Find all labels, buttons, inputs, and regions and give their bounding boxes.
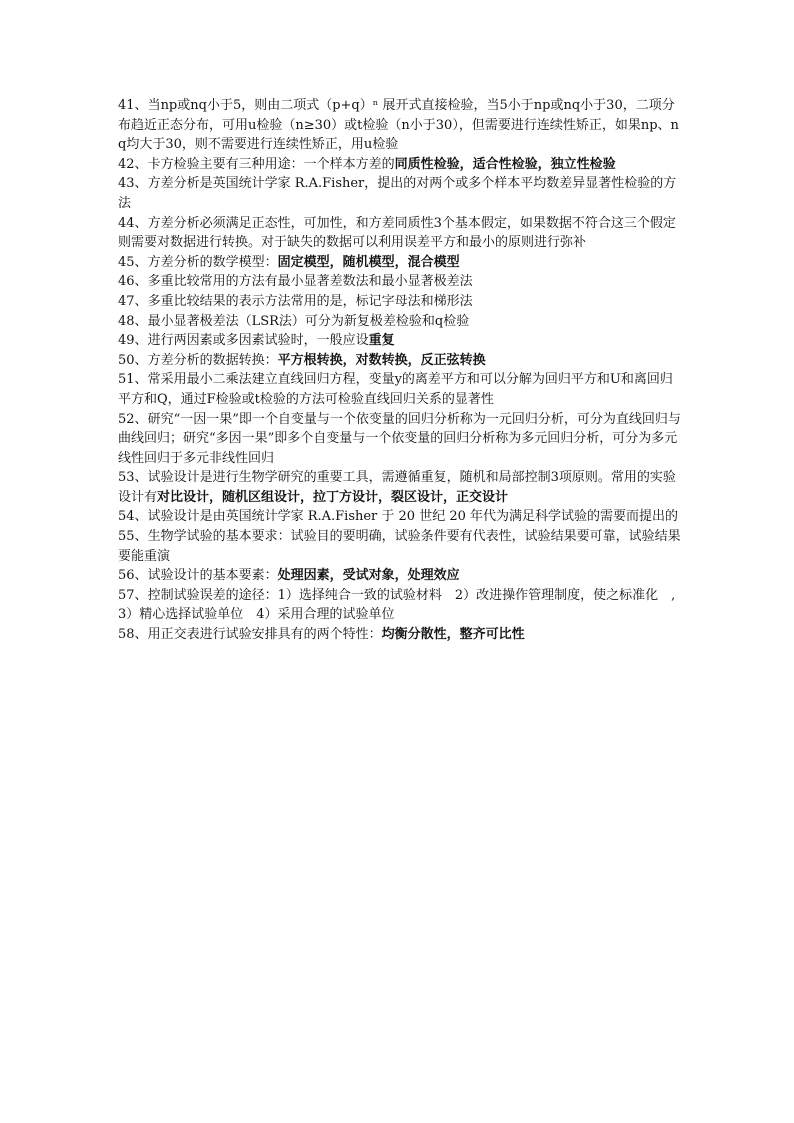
list-item (118, 351, 684, 371)
item-text: 进行两因素或多因素试验时，一般应设 (147, 333, 369, 349)
list-item (118, 96, 684, 155)
item-text: 多重比较结果的表示方法常用的是，标记字母法和梯形法 (147, 293, 473, 309)
item-text: 控制试验误差的途径：1）选择纯合一致的试验材料 2）改进操作管理制度，使之标准化 ,3）精心选择试验单位 4）采用合理的试验单位 (118, 587, 676, 623)
item-separator: 、 (134, 509, 148, 525)
item-number: 47 (118, 293, 135, 309)
item-number: 48 (118, 313, 135, 329)
item-separator: 、 (134, 627, 148, 643)
item-separator: 、 (134, 333, 148, 349)
list-item (118, 331, 684, 351)
item-text-bold: 同质性检验，适合性检验，独立性检验 (394, 156, 616, 172)
item-number: 57 (118, 587, 135, 603)
list-item (118, 586, 684, 625)
item-text: 试验设计是由英国统计学家 R.A.Fisher 于 20 世纪 20 年代为满足科学试验的需要而提出的 (147, 509, 679, 525)
item-number: 45 (118, 254, 135, 270)
document-body (118, 96, 684, 645)
list-item (118, 174, 684, 213)
item-text-bold: 重复 (368, 333, 395, 349)
item-text-bold: 均衡分散性，整齐可比性 (381, 627, 525, 643)
item-separator: 、 (134, 254, 148, 270)
item-separator: 、 (134, 215, 148, 231)
list-item (118, 370, 684, 409)
item-text: 研究“一因一果”即一个自变量与一个依变量的回归分析称为一元回归分析，可分为直线回归与曲线回归；研究“多因一果”即多个自变量与一个依变量的回归分析称为多元回归分析，可分为多元线性回归于多元非线性回归 (118, 411, 681, 466)
list-item (118, 468, 684, 507)
item-separator: 、 (134, 156, 148, 172)
item-text-bold: 平方根转换，对数转换，反正弦转换 (277, 352, 486, 368)
item-number: 50 (118, 352, 135, 368)
list-item (118, 507, 684, 527)
list-item (118, 625, 684, 645)
item-separator: 、 (134, 293, 148, 309)
item-text: 方差分析是英国统计学家 R.A.Fisher，提出的对两个或多个样本平均数差异显著性检验的方法 (118, 176, 677, 211)
item-text: 生物学试验的基本要求：试验目的要明确，试验条件要有代表性，试验结果要可靠，试验结果要能重演 (118, 529, 681, 564)
item-separator: 、 (134, 529, 148, 545)
list-item (118, 272, 684, 292)
item-number: 49 (118, 333, 135, 349)
item-number: 56 (118, 568, 135, 584)
item-separator: 、 (134, 587, 148, 603)
item-text-bold: 固定模型，随机模型，混合模型 (277, 254, 460, 270)
list-item (118, 292, 684, 312)
list-item (118, 253, 684, 273)
item-text: 方差分析必须满足正态性，可加性，和方差同质性3个基本假定，如果数据不符合这三个假定则需要对数据进行转换。对于缺失的数据可以利用误差平方和最小的原则进行弥补 (118, 215, 676, 251)
list-item (118, 312, 684, 332)
item-text: 方差分析的数学模型： (147, 254, 278, 270)
item-text: 多重比较常用的方法有最小显著差数法和最小显著极差法 (147, 274, 473, 290)
item-text: 卡方检验主要有三种用途：一个样本方差的 (147, 156, 395, 172)
item-number: 54 (118, 509, 135, 525)
item-separator: 、 (134, 568, 148, 584)
list-item (118, 566, 684, 586)
item-separator: 、 (134, 372, 148, 388)
item-number: 43 (118, 176, 135, 192)
list-item (118, 214, 684, 253)
item-number: 58 (118, 627, 135, 643)
item-text-bold: 对比设计，随机区组设计，拉丁方设计，裂区设计，正交设计 (157, 489, 509, 505)
item-text: 试验设计是进行生物学研究的重要工具，需遵循重复，随机和局部控制3项原则。常用的实验设计有 (118, 470, 676, 505)
item-separator: 、 (134, 274, 148, 290)
item-number: 53 (118, 470, 135, 486)
item-separator: 、 (134, 411, 148, 427)
list-item (118, 155, 684, 175)
list-item (118, 527, 684, 566)
item-text: 当np或nq小于5，则由二项式（p+q）ⁿ 展开式直接检验，当5小于np或nq小于30，二项分布趋近正态分布，可用u检验（n≥30）或t检验（n小于30），但需要进行连续性矫正，如果np、nq均大于30，则不需要进行连续性矫正，用u检验 (118, 98, 679, 153)
item-separator: 、 (134, 352, 148, 368)
item-text: 用正交表进行试验安排具有的两个特性： (147, 627, 382, 643)
item-number: 41 (118, 98, 135, 113)
item-separator: 、 (134, 98, 148, 113)
item-number: 51 (118, 372, 135, 388)
item-text-bold: 处理因素，受试对象，处理效应 (277, 568, 460, 584)
item-number: 42 (118, 156, 135, 172)
item-number: 52 (118, 411, 135, 427)
item-separator: 、 (134, 313, 148, 329)
item-text: 常采用最小二乘法建立直线回归方程，变量y的离差平方和可以分解为回归平方和U和离回归平方和Q，通过F检验或t检验的方法可检验直线回归关系的显著性 (118, 372, 673, 407)
item-separator: 、 (134, 176, 148, 192)
list-item (118, 410, 684, 469)
item-number: 55 (118, 529, 135, 545)
item-text: 试验设计的基本要素： (147, 568, 278, 584)
item-text: 最小显著极差法（LSR法）可分为新复极差检验和q检验 (147, 313, 470, 329)
item-text: 方差分析的数据转换： (147, 352, 278, 368)
item-separator: 、 (134, 470, 148, 486)
item-number: 44 (118, 215, 135, 231)
item-number: 46 (118, 274, 135, 290)
